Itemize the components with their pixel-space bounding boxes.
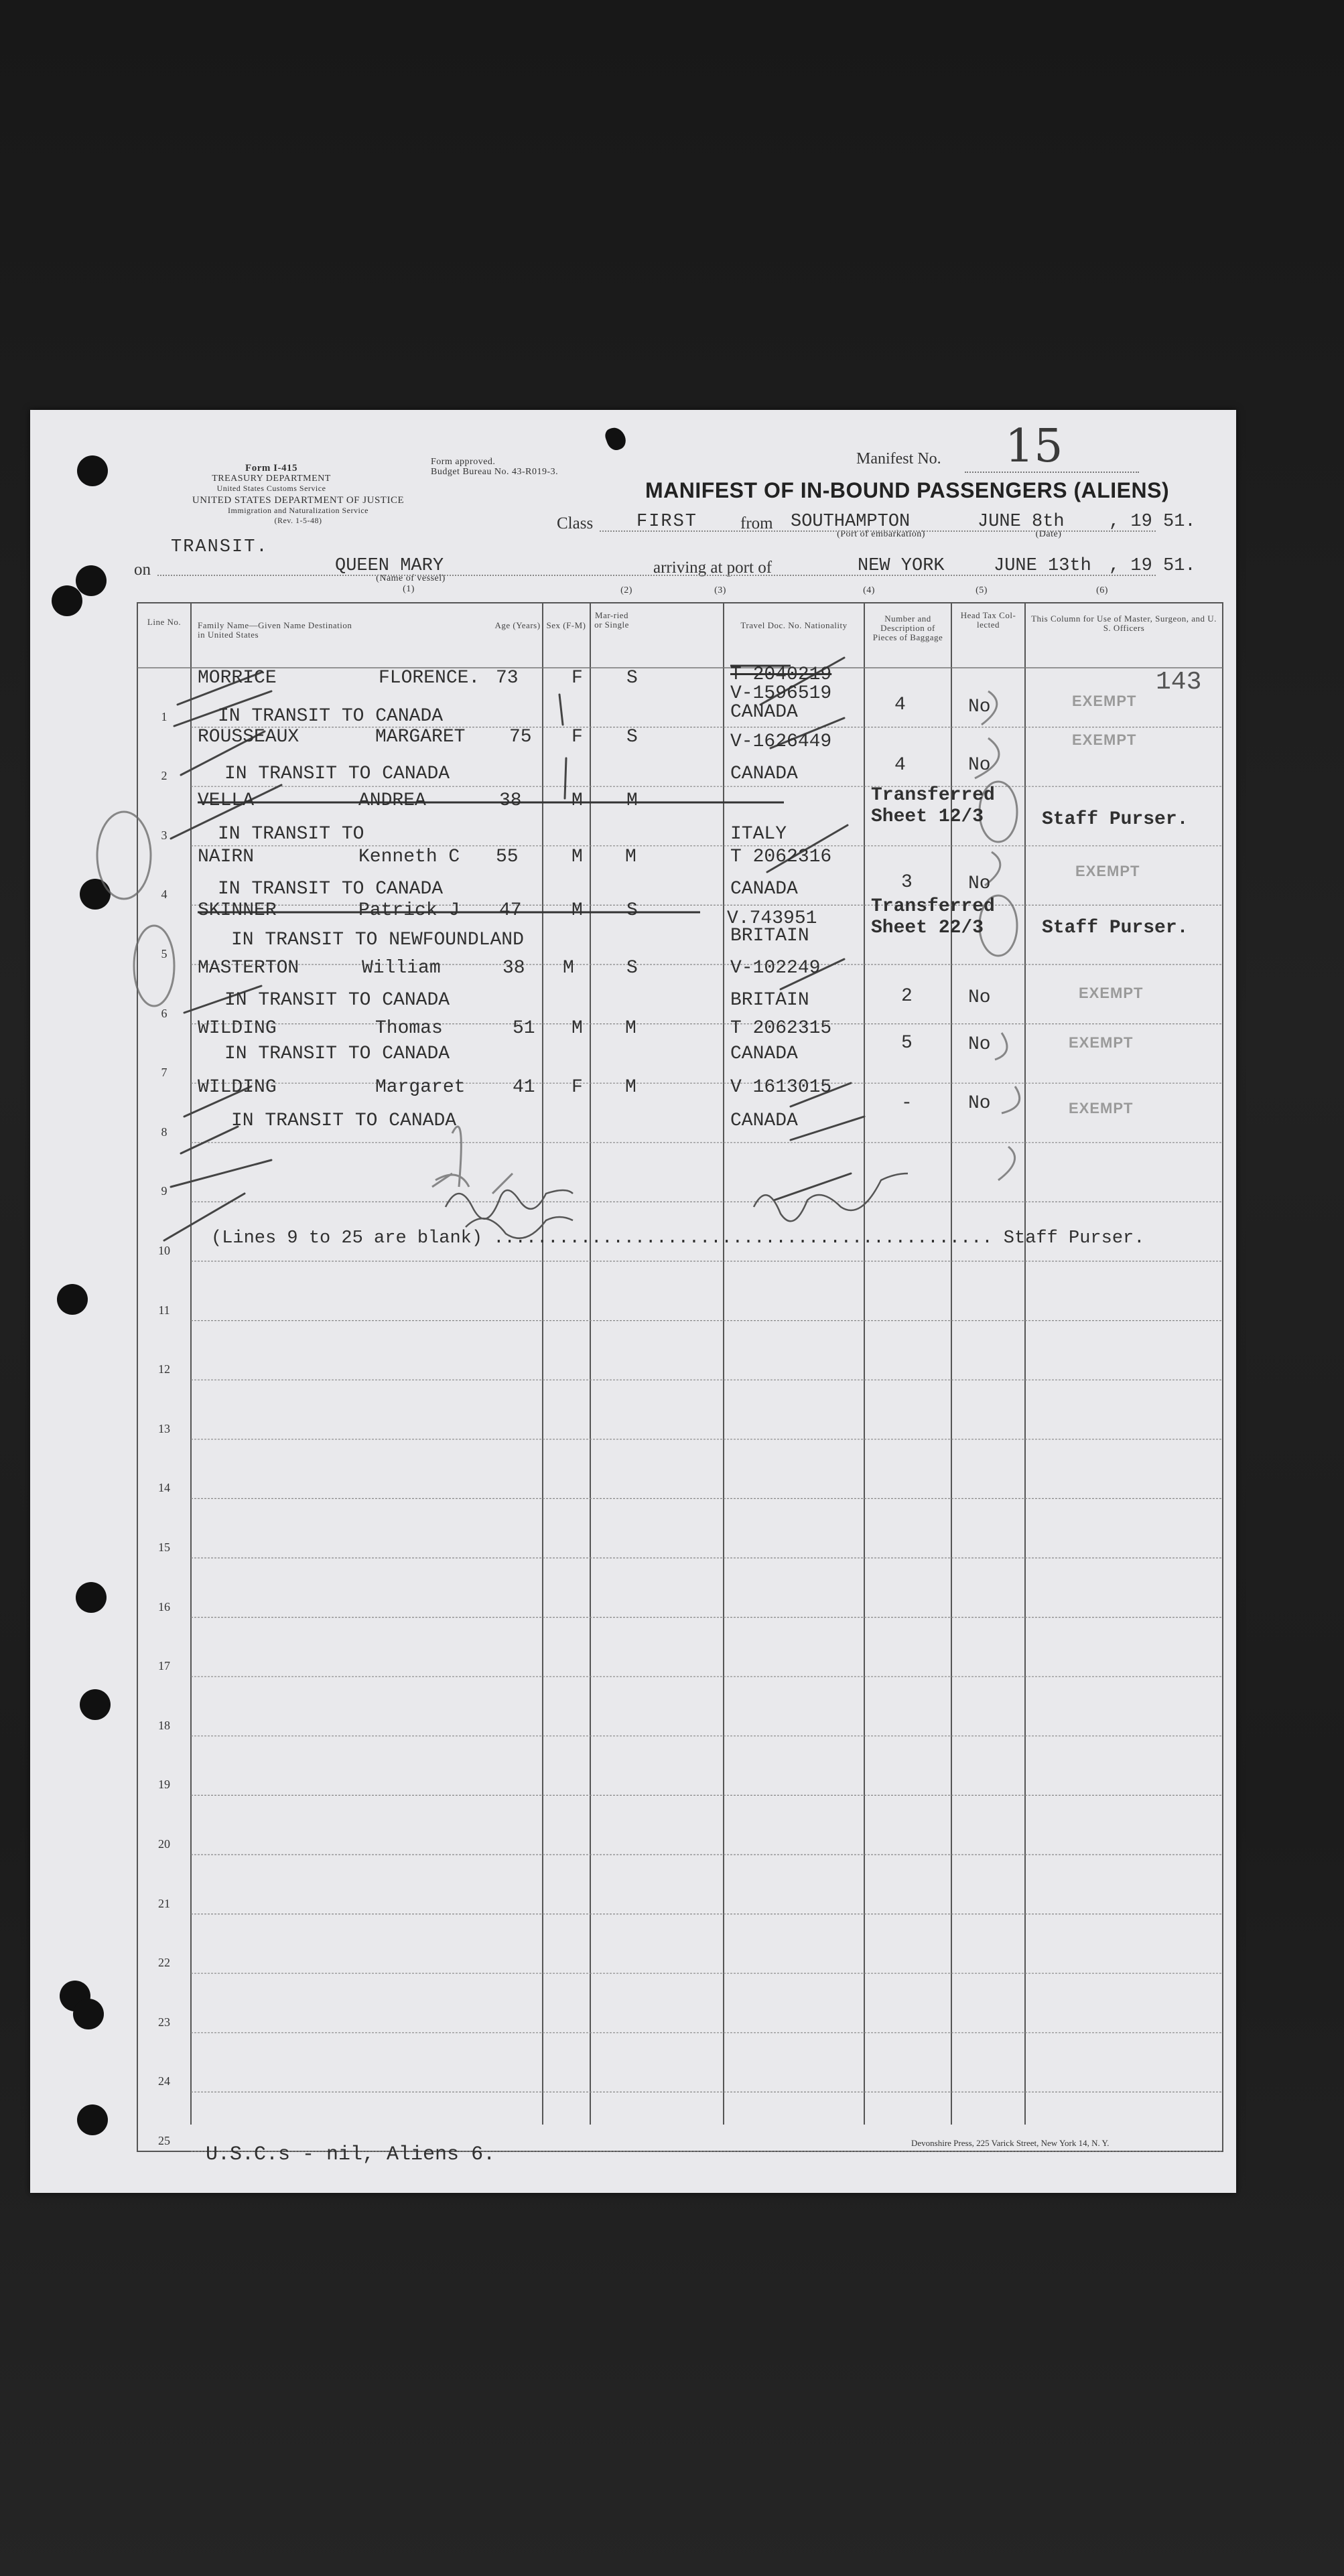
line-number: 16 — [158, 1599, 170, 1614]
line-number: 2 — [161, 769, 167, 783]
row-8-exempt-stamp: EXEMPT — [1069, 1100, 1134, 1117]
row-1-doc: V-1596519 — [730, 683, 832, 704]
arrival-date: JUNE 13th — [994, 556, 1091, 576]
manifest-title: MANIFEST OF IN-BOUND PASSENGERS (ALIENS) — [645, 478, 1170, 502]
row-8-destination: IN TRANSIT TO CANADA — [231, 1111, 457, 1131]
manifest-page — [30, 410, 1236, 2193]
row-8-age: 41 — [513, 1077, 535, 1098]
line-number: 24 — [158, 2074, 170, 2088]
vessel-name: QUEEN MARY — [335, 556, 444, 576]
column-header-sex: Sex (F-M) — [546, 620, 586, 630]
date-caption: (Date) — [1035, 529, 1062, 539]
column-number: (2) — [620, 585, 632, 595]
row-3-age: 38 — [499, 790, 522, 811]
row-3-marital: M — [626, 790, 638, 811]
column-header-travel-doc: Travel Doc. No. Nationality — [740, 620, 848, 630]
treasury-department: TREASURY DEPARTMENT — [212, 474, 331, 484]
column-header-age: Age (Years) — [494, 620, 541, 630]
class-value: FIRST — [636, 512, 698, 532]
row-7-sex: M — [572, 1018, 583, 1039]
row-2-age: 75 — [509, 727, 532, 747]
form-number: Form I-415 — [245, 463, 297, 474]
row-1-sex: F — [572, 668, 583, 689]
row-5-sex: M — [572, 900, 583, 921]
row-4-destination: IN TRANSIT TO CANADA — [218, 879, 444, 900]
row-8-nationality: CANADA — [730, 1111, 798, 1131]
row-1-nationality: CANADA — [730, 702, 798, 723]
vessel-caption: (Name of vessel) — [376, 573, 446, 583]
row-5-doc: V.743951 — [727, 908, 817, 929]
row-1-age: 73 — [496, 668, 519, 689]
row-1-given-name: FLORENCE. — [379, 668, 480, 689]
line-number: 23 — [158, 2015, 170, 2029]
line-number: 12 — [158, 1362, 170, 1376]
customs-service: United States Customs Service — [216, 484, 326, 493]
row-7-nationality: CANADA — [730, 1044, 798, 1064]
row-8-doc: V 1613015 — [730, 1077, 832, 1098]
column-header-baggage: Number and Description of Pieces of Baggage — [872, 614, 943, 642]
row-6-destination: IN TRANSIT TO CANADA — [224, 990, 450, 1011]
row-5-given-name: Patrick J — [358, 900, 460, 921]
column-header-officers: This Column for Use of Master, Surgeon, and U. S. Officers — [1031, 614, 1217, 633]
row-7-exempt-stamp: EXEMPT — [1069, 1034, 1134, 1051]
line-number: 17 — [158, 1659, 170, 1673]
row-3-destination: IN TRANSIT TO — [218, 824, 364, 845]
row-1-family-name: MORRICE — [198, 668, 277, 689]
immigration-service: Immigration and Naturalization Service — [228, 506, 368, 515]
row-5-nationality: BRITAIN — [730, 926, 809, 946]
row-2-sex: F — [572, 727, 583, 747]
row-8-head-tax: No — [968, 1093, 991, 1114]
row-1-exempt-stamp: EXEMPT — [1072, 693, 1137, 709]
row-2-baggage: 4 — [894, 755, 906, 776]
row-7-given-name: Thomas — [375, 1018, 443, 1039]
form-approved: Form approved. — [431, 457, 496, 467]
line-number: 14 — [158, 1481, 170, 1495]
footer-totals: U.S.C.s - nil, Aliens 6. — [206, 2143, 496, 2166]
row-6-marital: S — [626, 958, 638, 979]
class-label: Class — [557, 514, 594, 532]
row-7-doc: T 2062315 — [730, 1018, 832, 1039]
row-2-nationality: CANADA — [730, 764, 798, 784]
row-7-marital: M — [625, 1018, 636, 1039]
arriving-label: arriving at port of — [653, 559, 772, 577]
line-number: 10 — [158, 1244, 170, 1257]
manifest-number-label: Manifest No. — [856, 450, 941, 468]
row-1-baggage: 4 — [894, 695, 906, 715]
column-header-head-tax: Head Tax Col-lected — [960, 610, 1016, 630]
line-number: 8 — [161, 1125, 167, 1139]
budget-bureau-number: Budget Bureau No. 43-R019-3. — [431, 467, 559, 477]
embarkation-year: , 19 51. — [1109, 512, 1196, 532]
row-1-destination: IN TRANSIT TO CANADA — [218, 706, 444, 727]
column-header-name: Family Name—Given Name Destination in United States — [198, 620, 352, 640]
row-8-given-name: Margaret — [375, 1077, 466, 1098]
row-7-family-name: WILDING — [198, 1018, 277, 1039]
row-2-family-name: ROUSSEAUX — [198, 727, 299, 747]
row-4-nationality: CANADA — [730, 879, 798, 900]
row-3-given-name: ANDREA — [358, 790, 426, 811]
row-4-marital: M — [625, 847, 636, 867]
row-1-officer-note: 143 — [1156, 668, 1202, 697]
from-label: from — [740, 514, 773, 532]
row-4-family-name: NAIRN — [198, 847, 255, 867]
row-2-doc: V-1626449 — [730, 731, 832, 752]
line-number: 6 — [161, 1006, 167, 1020]
transit-label: TRANSIT. — [171, 537, 269, 557]
row-3-staff-purser: Staff Purser. — [1042, 809, 1189, 830]
arrival-year: , 19 51. — [1109, 556, 1196, 576]
row-5-age: 47 — [499, 900, 522, 921]
row-6-sex: M — [563, 958, 574, 979]
row-6-given-name: William — [362, 958, 441, 979]
line-number: 19 — [158, 1778, 170, 1792]
row-7-head-tax: No — [968, 1034, 991, 1055]
row-1-doc-old: T-2040219 — [730, 664, 832, 685]
embarkation-date: JUNE 8th — [978, 512, 1065, 532]
blank-lines-note: (Lines 9 to 25 are blank) .............................................. Staff Purser. — [211, 1228, 1145, 1248]
column-header-married: Mar-ried or Single — [594, 610, 629, 630]
row-3-transferred: Transferred — [871, 785, 995, 806]
row-7-baggage: 5 — [901, 1033, 913, 1054]
row-5-transferred: Transferred — [871, 896, 995, 917]
line-number: 1 — [161, 709, 167, 723]
row-4-doc: T 2062316 — [730, 847, 832, 867]
manifest-number: 15 — [1005, 420, 1063, 473]
on-label: on — [134, 561, 151, 579]
row-1-head-tax: No — [968, 697, 991, 717]
row-6-exempt-stamp: EXEMPT — [1079, 985, 1144, 1001]
embarkation-port-caption: (Port of embarkation) — [837, 529, 925, 539]
row-5-marital: S — [626, 900, 638, 921]
row-6-baggage: 2 — [901, 986, 913, 1007]
line-number: 25 — [158, 2134, 170, 2147]
row-8-family-name: WILDING — [198, 1077, 277, 1098]
row-2-marital: S — [626, 727, 638, 747]
printer-imprint: Devonshire Press, 225 Varick Street, New York 14, N. Y. — [911, 2138, 1110, 2148]
line-number: 4 — [161, 887, 167, 902]
row-2-exempt-stamp: EXEMPT — [1072, 731, 1137, 748]
row-4-given-name: Kenneth C — [358, 847, 460, 867]
row-8-marital: M — [625, 1077, 636, 1098]
line-number: 15 — [158, 1541, 170, 1554]
row-2-head-tax: No — [968, 755, 991, 776]
row-3-nationality: ITALY — [730, 824, 787, 845]
column-number: (3) — [714, 585, 726, 595]
line-number: 11 — [158, 1303, 170, 1317]
row-8-sex: F — [572, 1077, 583, 1098]
row-6-nationality: BRITAIN — [730, 990, 809, 1011]
row-2-given-name: MARGARET — [375, 727, 466, 747]
column-number: (6) — [1096, 585, 1108, 595]
line-number: 22 — [158, 1956, 170, 1970]
row-5-transfer-sheet: Sheet 22/3 — [871, 918, 984, 938]
row-4-baggage: 3 — [901, 872, 913, 893]
row-5-destination: IN TRANSIT TO NEWFOUNDLAND — [231, 930, 524, 950]
line-number: 7 — [161, 1066, 167, 1080]
row-4-exempt-stamp: EXEMPT — [1075, 863, 1140, 879]
row-4-sex: M — [572, 847, 583, 867]
embarkation-port: SOUTHAMPTON — [791, 512, 911, 532]
row-8-baggage: - — [901, 1093, 913, 1114]
line-number: 3 — [161, 828, 167, 842]
row-3-family-name: VELLA — [198, 790, 255, 811]
row-6-head-tax: No — [968, 987, 991, 1008]
vessel-column-number: (1) — [403, 584, 415, 594]
form-revision: (Rev. 1-5-48) — [274, 516, 322, 525]
line-number: 18 — [158, 1718, 170, 1732]
row-6-age: 38 — [502, 958, 525, 979]
arrival-port: NEW YORK — [858, 556, 945, 576]
column-header-line: Line No. — [147, 617, 182, 627]
row-1-marital: S — [626, 668, 638, 689]
row-2-destination: IN TRANSIT TO CANADA — [224, 764, 450, 784]
row-7-destination: IN TRANSIT TO CANADA — [224, 1044, 450, 1064]
row-6-doc: V-102249 — [730, 958, 821, 979]
row-7-age: 51 — [513, 1018, 535, 1039]
column-number: (5) — [976, 585, 988, 595]
line-number: 9 — [161, 1184, 167, 1198]
line-number: 20 — [158, 1837, 170, 1851]
row-5-staff-purser: Staff Purser. — [1042, 918, 1189, 938]
row-3-transfer-sheet: Sheet 12/3 — [871, 806, 984, 827]
row-4-head-tax: No — [968, 873, 991, 894]
line-number: 5 — [161, 947, 167, 960]
row-4-age: 55 — [496, 847, 519, 867]
column-number: (4) — [863, 585, 875, 595]
row-3-sex: M — [572, 790, 583, 811]
line-number: 13 — [158, 1421, 170, 1435]
row-6-family-name: MASTERTON — [198, 958, 299, 979]
line-number: 21 — [158, 1896, 170, 1910]
row-5-family-name: SKINNER — [198, 900, 277, 921]
justice-department: UNITED STATES DEPARTMENT OF JUSTICE — [192, 495, 405, 506]
